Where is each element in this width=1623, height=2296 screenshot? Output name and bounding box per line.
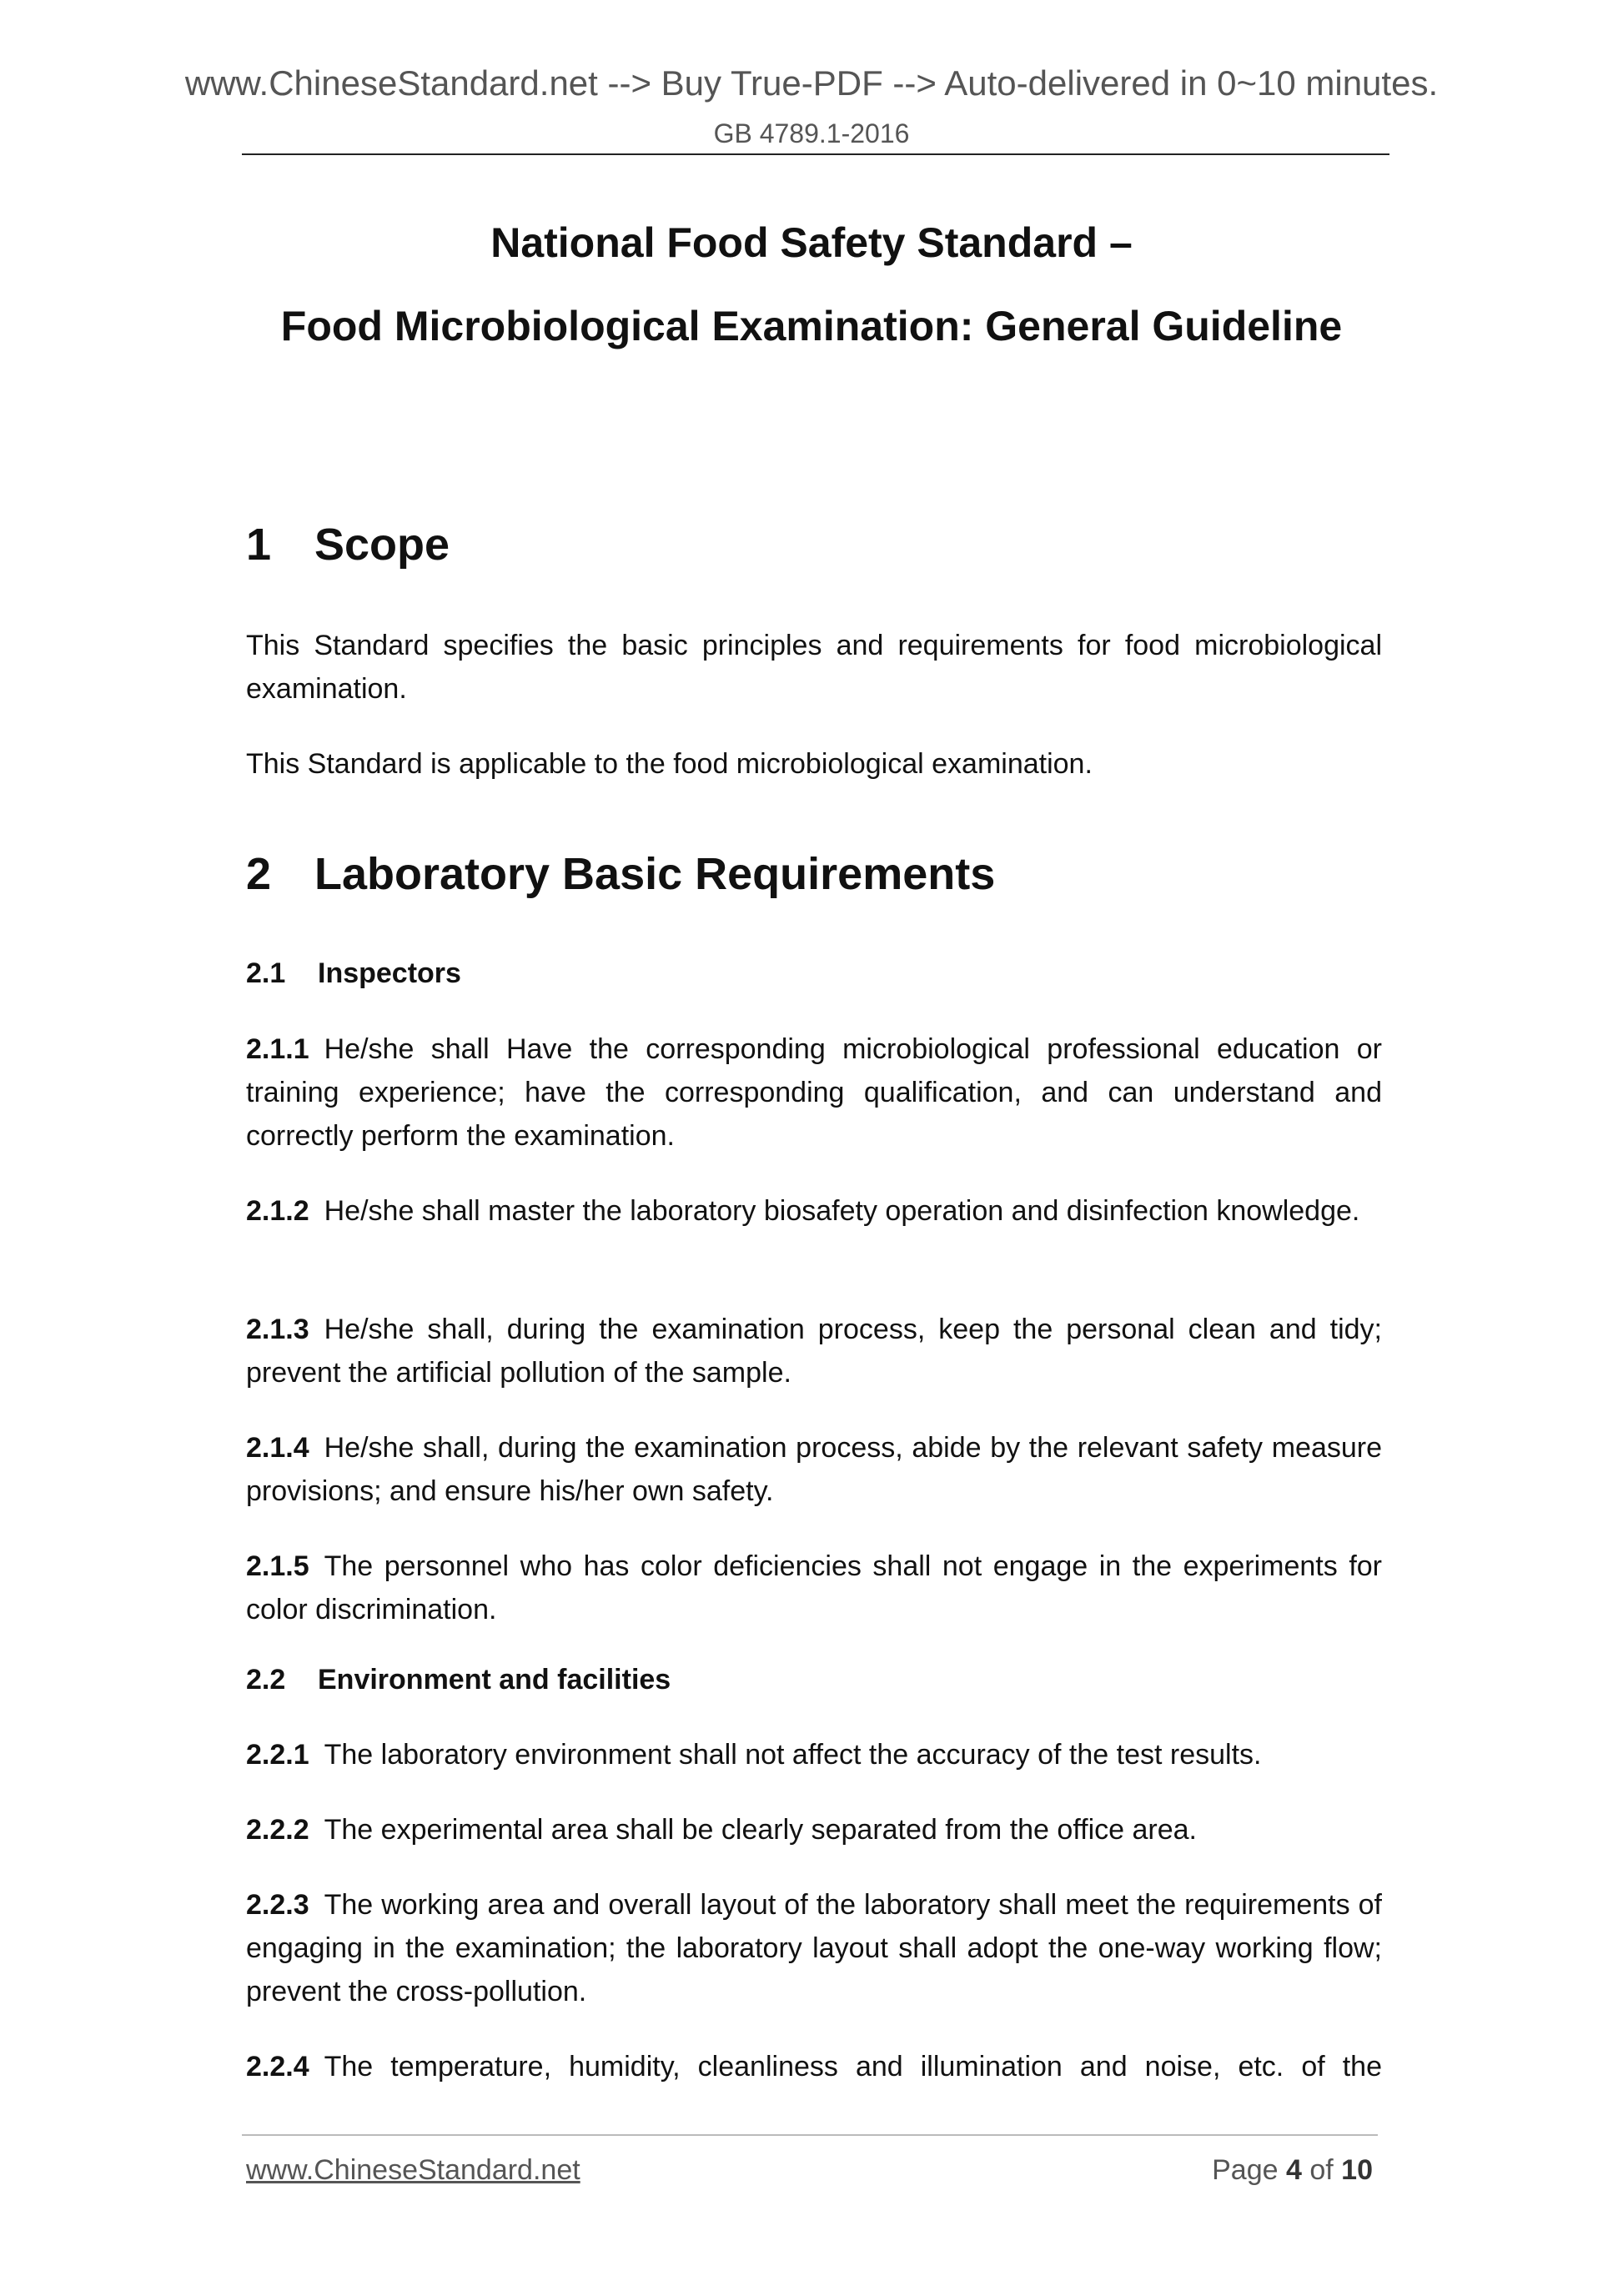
scope-paragraph-2: This Standard is applicable to the food microbiological examination. [246, 748, 1093, 780]
page-indicator [1212, 2154, 1373, 2187]
footer-website-link[interactable]: www.ChineseStandard.net [246, 2154, 580, 2186]
clause-2-1-4 [246, 1426, 1382, 1513]
scope-paragraph-1: This Standard specifies the basic principles and requirements for food microbiological examination. [246, 630, 1382, 705]
clause-text: He/she shall Have the corresponding microbiological professional education or training experience; have the corresponding qualification, and can understand and correctly perform the examination. [246, 1033, 1382, 1152]
clause-text: The personnel who has color deficiencies shall not engage in the experiments for color discrimination. [246, 1550, 1382, 1625]
clause-number: 2.2.4 [246, 2051, 309, 2082]
footer-divider [242, 2134, 1378, 2136]
subsection-title: Inspectors [318, 957, 461, 989]
document-title-line1: National Food Safety Standard – [490, 219, 1133, 266]
clause-text: The experimental area shall be clearly separated from the office area. [324, 1814, 1198, 1846]
clause-2-2-1 [246, 1733, 1382, 1776]
page-total: 10 [1341, 2154, 1373, 2186]
section-number: 2 [246, 849, 272, 899]
clause-2-2-3 [246, 1883, 1382, 2013]
clause-number: 2.2.1 [246, 1739, 309, 1771]
subsection-heading-environment [246, 1664, 671, 1696]
clause-2-1-1 [246, 1027, 1382, 1158]
clause-text: The laboratory environment shall not affect the accuracy of the test results. [324, 1739, 1262, 1771]
section-title: Laboratory Basic Requirements [314, 849, 996, 899]
clause-number: 2.2.3 [246, 1889, 309, 1921]
clause-text: He/she shall master the laboratory biosafety operation and disinfection knowledge. [324, 1195, 1360, 1227]
header-banner[interactable]: www.ChineseStandard.net --> Buy True-PDF --> Auto-delivered in 0~10 minutes. [184, 63, 1439, 103]
section-number: 1 [246, 520, 272, 570]
subsection-number: 2.2 [246, 1664, 286, 1696]
clause-number: 2.1.4 [246, 1432, 309, 1464]
header-divider [242, 153, 1389, 155]
clause-2-1-3 [246, 1308, 1382, 1394]
clause-2-1-5 [246, 1545, 1382, 1631]
clause-2-2-2 [246, 1808, 1382, 1851]
subsection-heading-inspectors [246, 957, 461, 990]
clause-text: The working area and overall layout of the laboratory shall meet the requirements of engaging in the examination; the laboratory layout shall adopt the one-way working flow; prevent the cross-pollution. [246, 1889, 1382, 2007]
subsection-number: 2.1 [246, 957, 286, 989]
clause-number: 2.1.5 [246, 1550, 309, 1582]
subsection-title: Environment and facilities [318, 1664, 671, 1696]
section-title: Scope [314, 520, 450, 570]
standard-code: GB 4789.1-2016 [713, 118, 910, 148]
clause-2-1-2 [246, 1189, 1382, 1233]
clause-text: The temperature, humidity, cleanliness and illumination and noise, etc. of the [324, 2051, 1382, 2082]
clause-number: 2.2.2 [246, 1814, 309, 1846]
clause-number: 2.1.1 [246, 1033, 309, 1065]
page-prefix: Page [1212, 2154, 1279, 2186]
section-heading-scope [246, 519, 450, 570]
clause-number: 2.1.3 [246, 1314, 309, 1345]
clause-2-2-4 [246, 2045, 1382, 2088]
clause-text: He/she shall, during the examination process, abide by the relevant safety measure provisions; and ensure his/her own safety. [246, 1432, 1382, 1507]
clause-text: He/she shall, during the examination process, keep the personal clean and tidy; prevent the artificial pollution of the sample. [246, 1314, 1382, 1389]
clause-number: 2.1.2 [246, 1195, 309, 1227]
page-current: 4 [1285, 2154, 1302, 2186]
document-title-line2: Food Microbiological Examination: General Guideline [280, 303, 1343, 349]
page-of: of [1309, 2154, 1334, 2186]
section-heading-lab-requirements [246, 848, 995, 900]
